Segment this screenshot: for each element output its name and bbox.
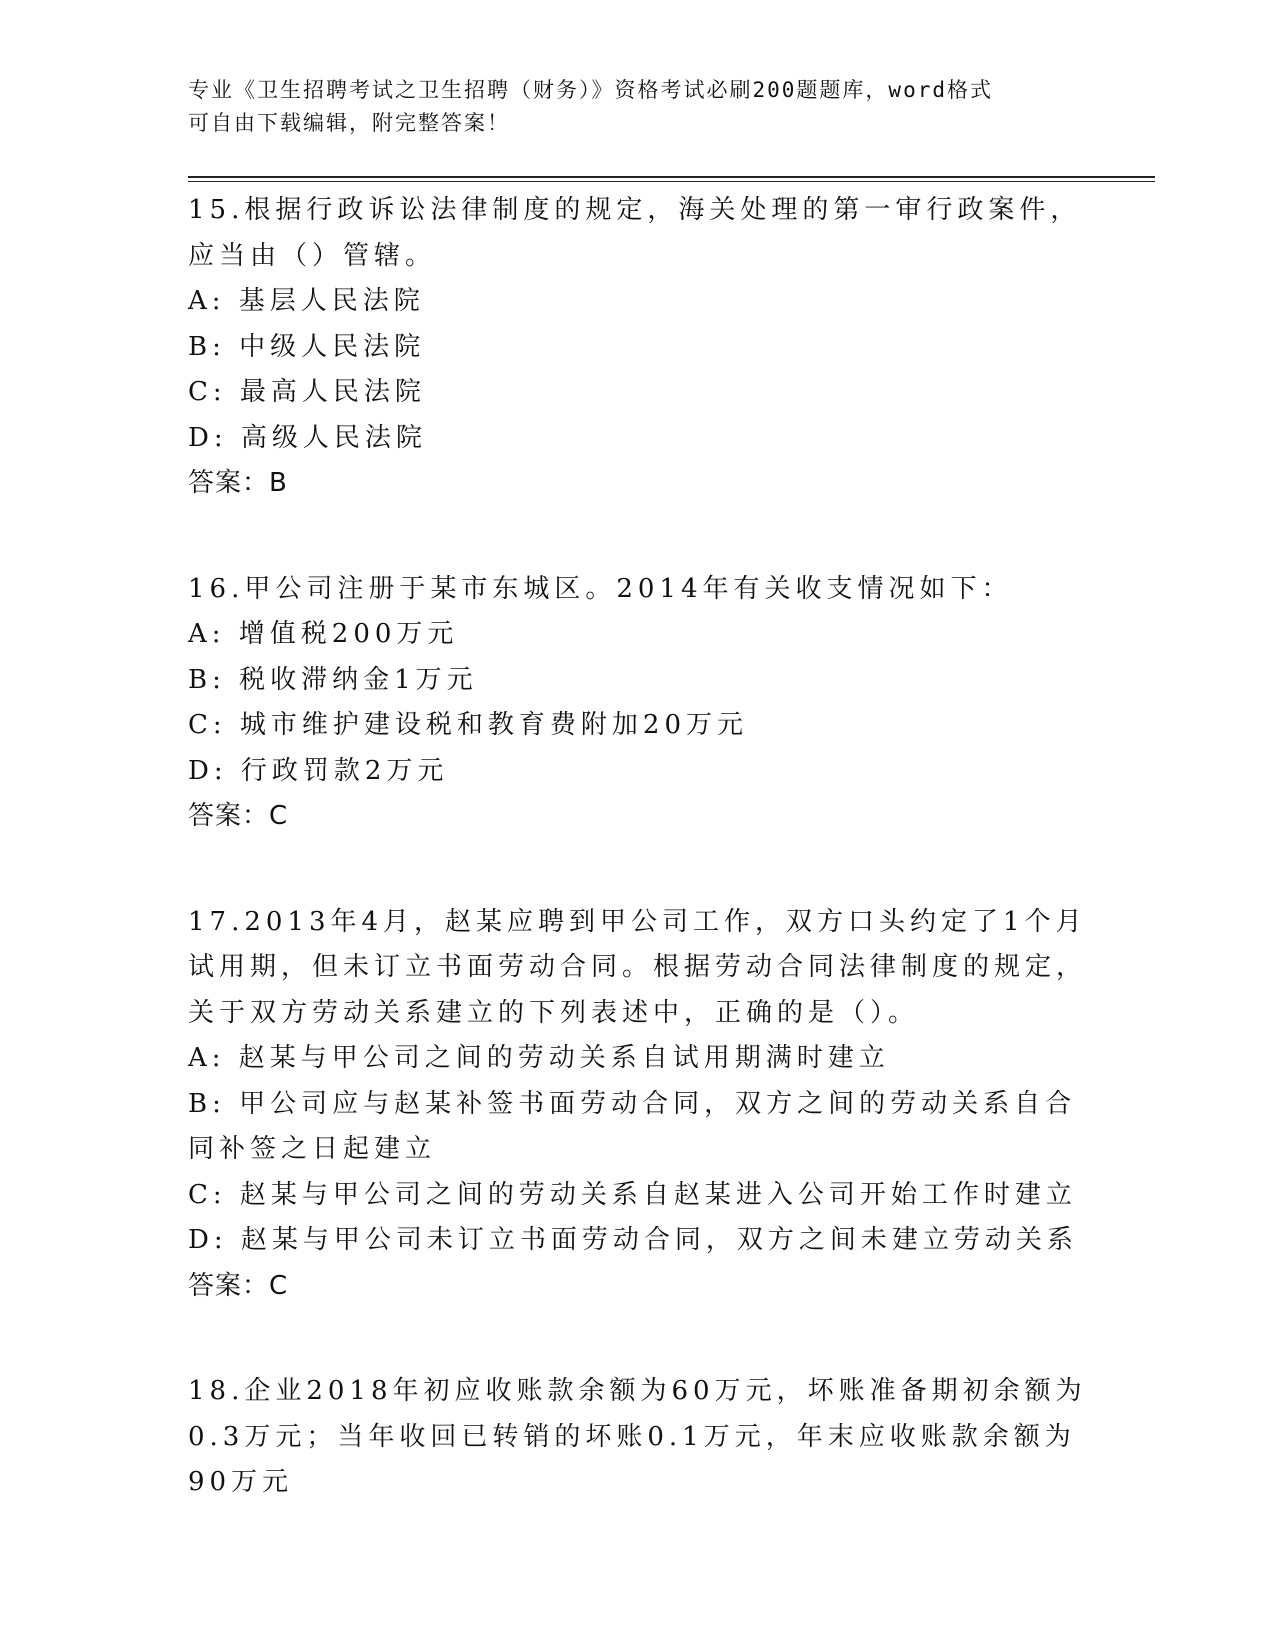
option-d: D: 高级人民法院: [188, 422, 427, 453]
question-stem: 17.2013年4月，赵某应聘到甲公司工作，双方口头约定了1个月试用期，但未订立书面劳动合同。根据劳动合同法律制度的规定，关于双方劳动关系建立的下列表述中，正确的是（）。: [188, 906, 1088, 1028]
header-line-2: 可自由下载编辑，附完整答案！: [188, 111, 510, 135]
question-17: [188, 900, 1088, 1310]
option-b: B: 中级人民法院: [188, 331, 426, 362]
question-15: [188, 188, 1088, 507]
option-a: A: 基层人民法院: [188, 286, 425, 316]
answer-label: 答案：B: [188, 468, 288, 498]
option-c: C: 城市维护建设税和教育费附加20万元: [188, 710, 749, 740]
option-c: C: 赵某与甲公司之间的劳动关系自赵某进入公司开始工作时建立: [188, 1179, 1077, 1210]
option-a: A: 增值税200万元: [188, 619, 459, 649]
header-line-1: 专业《卫生招聘考试之卫生招聘（财务）》资格考试必刷200题题库，word格式: [188, 78, 993, 102]
option-b: B: 税收滞纳金1万元: [188, 664, 478, 695]
question-18: [188, 1369, 1088, 1506]
question-stem: 15.根据行政诉讼法律制度的规定，海关处理的第一审行政案件，应当由（）管辖。: [188, 195, 1082, 271]
option-c: C: 最高人民法院: [188, 377, 426, 407]
header-rule-thin: [188, 181, 1155, 182]
question-16: [188, 567, 1088, 840]
question-stem: 18.企业2018年初应收账款余额为60万元，坏账准备期初余额为0.3万元；当年收回已转销的坏账0.1万元，年末应收账款余额为90万元: [188, 1376, 1087, 1497]
answer-label: 答案：C: [188, 801, 289, 831]
option-d: D: 行政罚款2万元: [188, 755, 449, 786]
option-b: B: 甲公司应与赵某补签书面劳动合同，双方之间的劳动关系自合同补签之日起建立: [188, 1088, 1077, 1164]
question-stem: 16.甲公司注册于某市东城区。2014年有关收支情况如下：: [188, 573, 1013, 604]
option-d: D: 赵某与甲公司未订立书面劳动合同，双方之间未建立劳动关系: [188, 1225, 1078, 1255]
header-rule-thick: [188, 176, 1155, 178]
answer-label: 答案：C: [188, 1270, 289, 1301]
question-list: [188, 188, 1088, 1566]
option-a: A: 赵某与甲公司之间的劳动关系自试用期满时建立: [188, 1043, 890, 1073]
document-header: [188, 74, 1068, 140]
